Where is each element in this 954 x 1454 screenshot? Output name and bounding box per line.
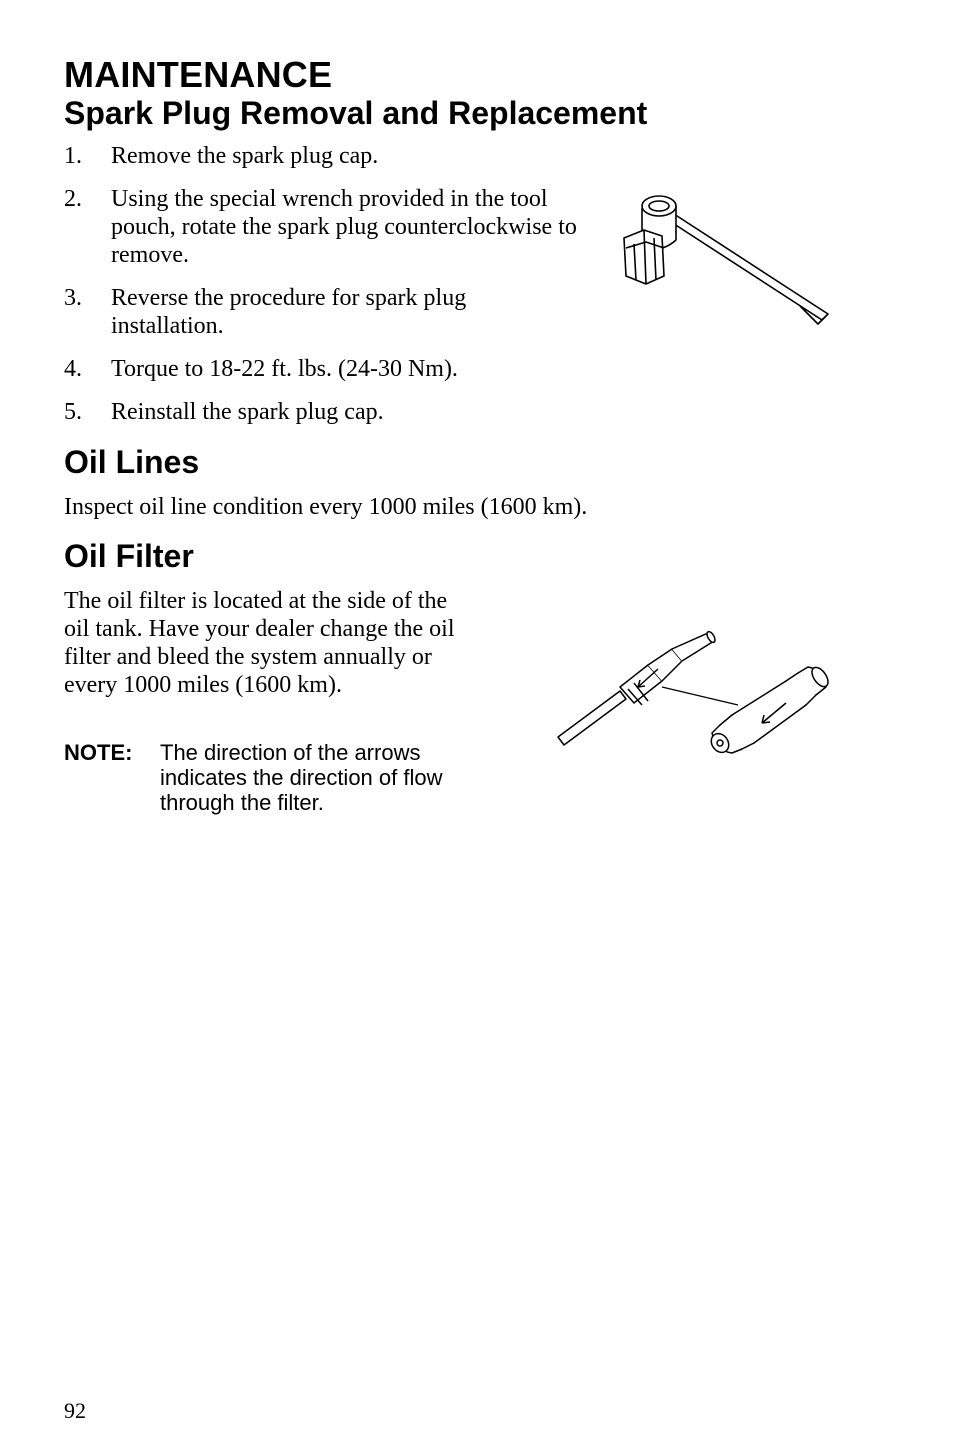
note-label: NOTE: (64, 740, 133, 765)
step-number: 3. (64, 285, 82, 311)
step-number: 5. (64, 399, 82, 425)
section-heading-spark-plug: Spark Plug Removal and Replacement (64, 95, 648, 131)
list-item (64, 142, 564, 170)
list-item (64, 398, 564, 426)
step-text: Reinstall the spark plug cap. (111, 399, 384, 425)
note-text: The direction of the arrows indicates the direction of flow through the filter. (160, 740, 443, 815)
step-text: Reverse the procedure for spark plug installation. (111, 285, 467, 339)
oil-filter-illustration (550, 625, 840, 765)
step-text: Using the special wrench provided in the tool pouch, rotate the spark plug counterclockwise to remove. (111, 186, 577, 268)
oil-lines-text: Inspect oil line condition every 1000 miles (1600 km). (64, 494, 588, 520)
spark-plug-steps (64, 142, 577, 441)
spark-plug-wrench-illustration (600, 180, 850, 340)
step-number: 4. (64, 356, 82, 382)
section-heading-oil-filter: Oil Filter (64, 538, 194, 574)
oil-filter-text: The oil filter is located at the side of the oil tank. Have your dealer change the oil filter and bleed the system annually or every 1000 miles (1600 km). (64, 588, 455, 698)
step-number: 1. (64, 143, 82, 169)
step-text: Remove the spark plug cap. (111, 143, 379, 169)
page-title: MAINTENANCE (64, 54, 333, 95)
list-item (64, 284, 571, 340)
list-item (64, 185, 581, 269)
page-number: 92 (64, 1398, 86, 1423)
step-number: 2. (64, 186, 82, 212)
step-text: Torque to 18-22 ft. lbs. (24-30 Nm). (111, 356, 458, 382)
list-item (64, 355, 564, 383)
section-heading-oil-lines: Oil Lines (64, 444, 200, 480)
